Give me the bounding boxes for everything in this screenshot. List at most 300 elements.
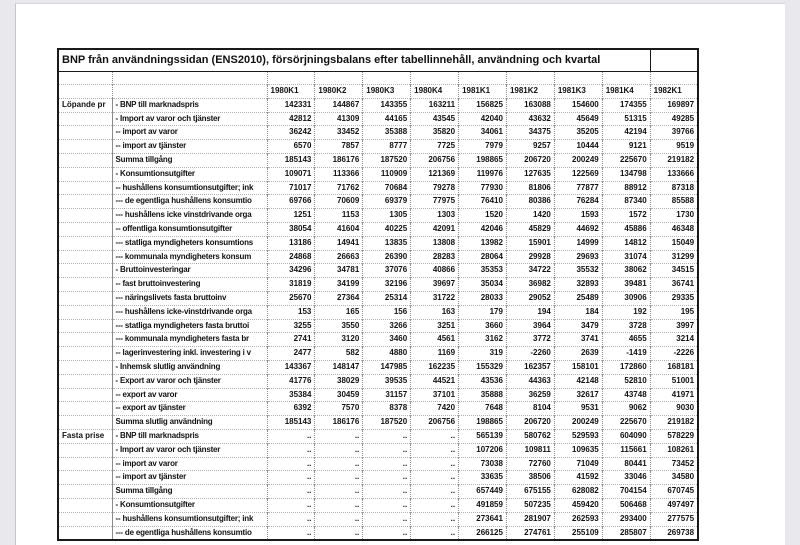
value-cell: 156825: [459, 98, 507, 112]
group-label: [58, 388, 112, 402]
group-label: [58, 319, 112, 333]
value-cell: 225670: [602, 416, 650, 430]
value-cell: ..: [315, 498, 363, 512]
value-cell: 3550: [315, 319, 363, 333]
value-cell: 36982: [506, 278, 554, 292]
value-cell: 27364: [315, 291, 363, 305]
value-cell: ..: [411, 471, 459, 485]
group-label: [58, 167, 112, 181]
value-cell: 35034: [459, 278, 507, 292]
group-label: [58, 236, 112, 250]
group-header-cell: [58, 85, 112, 99]
table-row: [58, 512, 698, 526]
value-cell: 31722: [411, 291, 459, 305]
column-header-row: [58, 85, 698, 99]
row-label: --- kommunala myndigheters fasta br: [112, 333, 267, 347]
value-cell: ..: [267, 485, 315, 499]
group-label: [58, 512, 112, 526]
value-cell: 71762: [315, 181, 363, 195]
value-cell: 1572: [602, 209, 650, 223]
title-empty-cell: [650, 49, 698, 72]
value-cell: 109635: [554, 443, 602, 457]
value-cell: 9531: [554, 402, 602, 416]
value-cell: ..: [315, 457, 363, 471]
group-label: Fasta prise: [58, 429, 112, 443]
value-cell: 14941: [315, 236, 363, 250]
value-cell: 43632: [506, 112, 554, 126]
value-cell: 4880: [363, 347, 411, 361]
group-label: [58, 264, 112, 278]
value-cell: 1420: [506, 209, 554, 223]
value-cell: 42812: [267, 112, 315, 126]
column-header-1980k4: 1980K4: [411, 85, 459, 99]
row-label: -- lagerinvestering inkl. investering i v: [112, 347, 267, 361]
value-cell: 34375: [506, 126, 554, 140]
value-cell: 119976: [459, 167, 507, 181]
value-cell: 3251: [411, 319, 459, 333]
table-row: [58, 291, 698, 305]
table-row: [58, 416, 698, 430]
table-row: [58, 526, 698, 540]
value-cell: 39481: [602, 278, 650, 292]
value-cell: 88912: [602, 181, 650, 195]
value-cell: 142331: [267, 98, 315, 112]
value-cell: 32893: [554, 278, 602, 292]
group-label: [58, 402, 112, 416]
row-label: Summa tillgång: [112, 485, 267, 499]
value-cell: 41592: [554, 471, 602, 485]
table-row: [58, 429, 698, 443]
value-cell: 156: [363, 305, 411, 319]
value-cell: 10444: [554, 140, 602, 154]
value-cell: 497497: [650, 498, 698, 512]
value-cell: 34781: [315, 264, 363, 278]
value-cell: 9519: [650, 140, 698, 154]
row-label: -- hushållens konsumtionsutgifter; ink: [112, 181, 267, 195]
value-cell: 39535: [363, 374, 411, 388]
row-label: -- import av varor: [112, 126, 267, 140]
value-cell: 148147: [315, 360, 363, 374]
value-cell: 108261: [650, 443, 698, 457]
value-cell: 79278: [411, 181, 459, 195]
group-label: [58, 360, 112, 374]
value-cell: ..: [363, 526, 411, 540]
table-row: [58, 181, 698, 195]
value-cell: 187520: [363, 416, 411, 430]
column-header-1981k4: 1981K4: [602, 85, 650, 99]
value-cell: 85588: [650, 195, 698, 209]
row-label: --- de egentliga hushållens konsumtio: [112, 526, 267, 540]
column-header-1980k1: 1980K1: [267, 85, 315, 99]
value-cell: 35353: [459, 264, 507, 278]
value-cell: 172860: [602, 360, 650, 374]
value-cell: 70684: [363, 181, 411, 195]
value-cell: 147985: [363, 360, 411, 374]
value-cell: 219182: [650, 416, 698, 430]
value-cell: 1520: [459, 209, 507, 223]
value-cell: 80386: [506, 195, 554, 209]
value-cell: 45886: [602, 222, 650, 236]
value-cell: 565139: [459, 429, 507, 443]
column-header-1981k3: 1981K3: [554, 85, 602, 99]
value-cell: 507235: [506, 498, 554, 512]
value-cell: 8104: [506, 402, 554, 416]
title-row: [58, 49, 698, 72]
value-cell: 34580: [650, 471, 698, 485]
value-cell: ..: [315, 471, 363, 485]
group-label: Löpande pr: [58, 98, 112, 112]
value-cell: 69379: [363, 195, 411, 209]
value-cell: 3255: [267, 319, 315, 333]
group-label: [58, 347, 112, 361]
column-header-1981k2: 1981K2: [506, 85, 554, 99]
table-row: [58, 498, 698, 512]
value-cell: 1593: [554, 209, 602, 223]
value-cell: 36259: [506, 388, 554, 402]
row-label: - Import av varor och tjänster: [112, 112, 267, 126]
spacer-cell: [363, 72, 411, 85]
value-cell: 30459: [315, 388, 363, 402]
value-cell: 34061: [459, 126, 507, 140]
value-cell: 87318: [650, 181, 698, 195]
value-cell: 40866: [411, 264, 459, 278]
value-cell: ..: [363, 485, 411, 499]
table-row: [58, 278, 698, 292]
value-cell: 37101: [411, 388, 459, 402]
value-cell: 42040: [459, 112, 507, 126]
table-row: [58, 402, 698, 416]
row-label: --- de egentliga hushållens konsumtio: [112, 195, 267, 209]
value-cell: 41971: [650, 388, 698, 402]
group-label: [58, 457, 112, 471]
value-cell: 7420: [411, 402, 459, 416]
value-cell: 186176: [315, 416, 363, 430]
value-cell: 2741: [267, 333, 315, 347]
value-cell: 70609: [315, 195, 363, 209]
value-cell: 121369: [411, 167, 459, 181]
value-cell: ..: [363, 471, 411, 485]
table-row: [58, 222, 698, 236]
value-cell: ..: [267, 471, 315, 485]
row-label: - Konsumtionsutgifter: [112, 498, 267, 512]
value-cell: 277575: [650, 512, 698, 526]
value-cell: ..: [315, 485, 363, 499]
value-cell: 266125: [459, 526, 507, 540]
value-cell: 38054: [267, 222, 315, 236]
value-cell: 143355: [363, 98, 411, 112]
value-cell: 28033: [459, 291, 507, 305]
value-cell: ..: [363, 429, 411, 443]
value-cell: 3660: [459, 319, 507, 333]
value-cell: ..: [411, 429, 459, 443]
value-cell: -2260: [506, 347, 554, 361]
value-cell: 29693: [554, 250, 602, 264]
group-label: [58, 181, 112, 195]
value-cell: 81806: [506, 181, 554, 195]
value-cell: 3162: [459, 333, 507, 347]
value-cell: ..: [411, 526, 459, 540]
value-cell: 29335: [650, 291, 698, 305]
value-cell: 35384: [267, 388, 315, 402]
column-header-1980k3: 1980K3: [363, 85, 411, 99]
group-label: [58, 250, 112, 264]
value-cell: 491859: [459, 498, 507, 512]
value-cell: 285807: [602, 526, 650, 540]
group-label: [58, 526, 112, 540]
value-cell: 13835: [363, 236, 411, 250]
row-label: -- import av varor: [112, 457, 267, 471]
value-cell: -1419: [602, 347, 650, 361]
value-cell: 144867: [315, 98, 363, 112]
row-label: -- offentliga konsumtionsutgifter: [112, 222, 267, 236]
value-cell: 163211: [411, 98, 459, 112]
value-cell: 6392: [267, 402, 315, 416]
value-cell: 6570: [267, 140, 315, 154]
value-cell: 87340: [602, 195, 650, 209]
value-cell: 24868: [267, 250, 315, 264]
value-cell: 255109: [554, 526, 602, 540]
value-cell: 169897: [650, 98, 698, 112]
value-cell: ..: [411, 498, 459, 512]
value-cell: 76410: [459, 195, 507, 209]
row-label: - Inhemsk slutlig användning: [112, 360, 267, 374]
value-cell: 133666: [650, 167, 698, 181]
bnp-table: [57, 48, 699, 541]
value-cell: 38062: [602, 264, 650, 278]
row-label: --- statliga myndigheters konsumtions: [112, 236, 267, 250]
value-cell: 42046: [459, 222, 507, 236]
value-cell: 51315: [602, 112, 650, 126]
value-cell: 31157: [363, 388, 411, 402]
column-header-1981k1: 1981K1: [459, 85, 507, 99]
value-cell: 1169: [411, 347, 459, 361]
value-cell: 143367: [267, 360, 315, 374]
table-row: [58, 126, 698, 140]
value-cell: ..: [267, 526, 315, 540]
table-row: [58, 264, 698, 278]
value-cell: 14999: [554, 236, 602, 250]
group-label: [58, 498, 112, 512]
value-cell: 9257: [506, 140, 554, 154]
value-cell: 52810: [602, 374, 650, 388]
group-label: [58, 416, 112, 430]
value-cell: 273641: [459, 512, 507, 526]
row-label: -- hushållens konsumtionsutgifter; ink: [112, 512, 267, 526]
table-row: [58, 98, 698, 112]
group-label: [58, 222, 112, 236]
value-cell: 38506: [506, 471, 554, 485]
value-cell: 35388: [363, 126, 411, 140]
value-cell: 8777: [363, 140, 411, 154]
row-label: --- kommunala myndigheters konsum: [112, 250, 267, 264]
value-cell: 41776: [267, 374, 315, 388]
value-cell: 43536: [459, 374, 507, 388]
value-cell: 154600: [554, 98, 602, 112]
table-row: [58, 140, 698, 154]
value-cell: 1303: [411, 209, 459, 223]
value-cell: 122569: [554, 167, 602, 181]
value-cell: 604090: [602, 429, 650, 443]
value-cell: 25314: [363, 291, 411, 305]
value-cell: 41604: [315, 222, 363, 236]
value-cell: 580762: [506, 429, 554, 443]
value-cell: 77975: [411, 195, 459, 209]
value-cell: 44363: [506, 374, 554, 388]
value-cell: -2226: [650, 347, 698, 361]
row-label: Summa tillgång: [112, 153, 267, 167]
value-cell: 206756: [411, 153, 459, 167]
table-row: [58, 457, 698, 471]
value-cell: 41309: [315, 112, 363, 126]
value-cell: ..: [363, 498, 411, 512]
value-cell: 13186: [267, 236, 315, 250]
value-cell: 44692: [554, 222, 602, 236]
value-cell: 40225: [363, 222, 411, 236]
value-cell: 3741: [554, 333, 602, 347]
value-cell: 13982: [459, 236, 507, 250]
spacer-cell: [267, 72, 315, 85]
group-label: [58, 333, 112, 347]
value-cell: 174355: [602, 98, 650, 112]
value-cell: 9030: [650, 402, 698, 416]
value-cell: 9062: [602, 402, 650, 416]
row-label: --- hushållens icke vinstdrivande orga: [112, 209, 267, 223]
value-cell: 115661: [602, 443, 650, 457]
value-cell: 36741: [650, 278, 698, 292]
spacer-cell: [506, 72, 554, 85]
value-cell: 32196: [363, 278, 411, 292]
value-cell: 13808: [411, 236, 459, 250]
value-cell: 39697: [411, 278, 459, 292]
value-cell: 33452: [315, 126, 363, 140]
label-header-cell: [112, 85, 267, 99]
value-cell: 293400: [602, 512, 650, 526]
spacer-row: [58, 72, 698, 85]
value-cell: 4655: [602, 333, 650, 347]
table-row: [58, 209, 698, 223]
spacer-cell: [112, 72, 267, 85]
value-cell: 35888: [459, 388, 507, 402]
value-cell: 25489: [554, 291, 602, 305]
row-label: - BNP till marknadspris: [112, 98, 267, 112]
value-cell: 195: [650, 305, 698, 319]
value-cell: 49285: [650, 112, 698, 126]
value-cell: 7725: [411, 140, 459, 154]
table-row: [58, 471, 698, 485]
value-cell: 44165: [363, 112, 411, 126]
value-cell: 206720: [506, 416, 554, 430]
value-cell: ..: [267, 457, 315, 471]
value-cell: 46348: [650, 222, 698, 236]
row-label: -- fast bruttoinvestering: [112, 278, 267, 292]
group-label: [58, 443, 112, 457]
value-cell: 163088: [506, 98, 554, 112]
value-cell: 45829: [506, 222, 554, 236]
value-cell: 113366: [315, 167, 363, 181]
value-cell: 1251: [267, 209, 315, 223]
value-cell: 459420: [554, 498, 602, 512]
value-cell: 77877: [554, 181, 602, 195]
value-cell: 506468: [602, 498, 650, 512]
value-cell: 194: [506, 305, 554, 319]
row-label: - Import av varor och tjänster: [112, 443, 267, 457]
value-cell: 30906: [602, 291, 650, 305]
value-cell: 32617: [554, 388, 602, 402]
table-row: [58, 374, 698, 388]
value-cell: 43748: [602, 388, 650, 402]
value-cell: 657449: [459, 485, 507, 499]
value-cell: 31074: [602, 250, 650, 264]
table-row: [58, 485, 698, 499]
value-cell: 36242: [267, 126, 315, 140]
value-cell: 7648: [459, 402, 507, 416]
group-label: [58, 209, 112, 223]
value-cell: 80441: [602, 457, 650, 471]
value-cell: 37076: [363, 264, 411, 278]
row-label: - BNP till marknadspris: [112, 429, 267, 443]
value-cell: 578229: [650, 429, 698, 443]
value-cell: 33635: [459, 471, 507, 485]
spacer-cell: [602, 72, 650, 85]
value-cell: 15049: [650, 236, 698, 250]
row-label: --- statliga myndigheters fasta bruttoi: [112, 319, 267, 333]
value-cell: 45649: [554, 112, 602, 126]
row-label: - Bruttoinvesteringar: [112, 264, 267, 278]
value-cell: 582: [315, 347, 363, 361]
value-cell: 28064: [459, 250, 507, 264]
value-cell: 39766: [650, 126, 698, 140]
spacer-cell: [459, 72, 507, 85]
table-row: [58, 250, 698, 264]
value-cell: 185143: [267, 153, 315, 167]
value-cell: ..: [363, 512, 411, 526]
value-cell: 262593: [554, 512, 602, 526]
group-label: [58, 291, 112, 305]
value-cell: 225670: [602, 153, 650, 167]
value-cell: 3728: [602, 319, 650, 333]
value-cell: 31299: [650, 250, 698, 264]
value-cell: 42194: [602, 126, 650, 140]
value-cell: 628082: [554, 485, 602, 499]
value-cell: 42091: [411, 222, 459, 236]
value-cell: 71049: [554, 457, 602, 471]
value-cell: 675155: [506, 485, 554, 499]
row-label: - Konsumtionsutgifter: [112, 167, 267, 181]
value-cell: 8378: [363, 402, 411, 416]
value-cell: 200249: [554, 153, 602, 167]
table-row: [58, 333, 698, 347]
table-row: [58, 319, 698, 333]
value-cell: 2477: [267, 347, 315, 361]
table-row: [58, 305, 698, 319]
spacer-cell: [554, 72, 602, 85]
value-cell: ..: [315, 512, 363, 526]
value-cell: ..: [411, 512, 459, 526]
value-cell: 7979: [459, 140, 507, 154]
row-label: --- hushållens icke-vinstdrivande orga: [112, 305, 267, 319]
value-cell: ..: [267, 429, 315, 443]
value-cell: 162357: [506, 360, 554, 374]
value-cell: 185143: [267, 416, 315, 430]
value-cell: 29052: [506, 291, 554, 305]
value-cell: 162235: [411, 360, 459, 374]
table-row: [58, 236, 698, 250]
value-cell: 704154: [602, 485, 650, 499]
value-cell: 107206: [459, 443, 507, 457]
value-cell: 165: [315, 305, 363, 319]
value-cell: 51001: [650, 374, 698, 388]
value-cell: 127635: [506, 167, 554, 181]
